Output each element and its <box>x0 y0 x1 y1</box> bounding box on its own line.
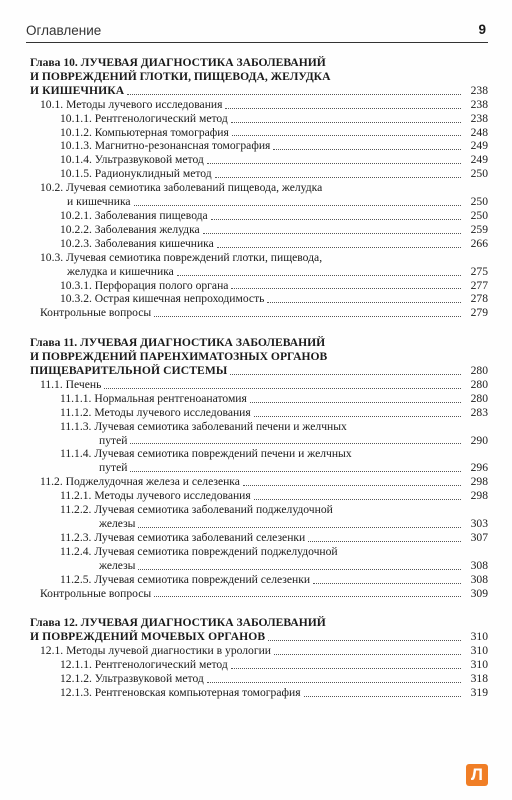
toc-entry[interactable] <box>30 489 488 503</box>
entry-label: 11.1. Печень <box>40 377 102 391</box>
entry-label-continued: железы <box>99 558 136 572</box>
leader-dots <box>313 583 461 584</box>
leader-dots <box>231 122 461 123</box>
leader-dots <box>154 596 461 597</box>
entry-label: 10.2. Лучевая семиотика заболеваний пищевода, желудка <box>40 181 323 195</box>
leader-dots <box>254 416 461 417</box>
chapter-title-line: И КИШЕЧНИКА <box>30 83 125 97</box>
toc-entry[interactable] <box>30 98 488 112</box>
toc-entry[interactable] <box>30 392 488 406</box>
entry-label: 11.1.4. Лучевая семиотика повреждений печени и желчных <box>60 447 352 461</box>
leader-dots <box>274 654 461 655</box>
leader-dots <box>304 696 461 697</box>
page-ref: 248 <box>470 125 488 139</box>
publisher-logo-icon <box>466 764 488 786</box>
chapter-title-line: И ПОВРЕЖДЕНИЙ ПАРЕНХИМАТОЗНЫХ ОРГАНОВ <box>30 350 328 364</box>
entry-label: 12.1. Методы лучевой диагностики в урологии <box>40 644 272 658</box>
toc-entry[interactable] <box>30 644 488 658</box>
toc-entry[interactable] <box>30 292 488 306</box>
entry-label-continued: железы <box>99 517 136 530</box>
toc-entry[interactable] <box>30 139 488 153</box>
leader-dots <box>254 499 461 500</box>
page-ref: 278 <box>470 292 488 306</box>
page-ref: 319 <box>470 685 488 699</box>
toc-entry[interactable] <box>30 306 488 320</box>
leader-dots <box>217 247 461 248</box>
page-ref: 296 <box>470 461 488 475</box>
page-number: 9 <box>478 22 486 37</box>
section-title: Оглавление <box>26 23 102 38</box>
page-ref: 298 <box>470 489 488 503</box>
page-ref: 308 <box>470 558 488 572</box>
page-ref: 283 <box>470 405 488 419</box>
page-ref: 280 <box>470 391 488 405</box>
entry-label: 10.3.2. Острая кишечная непроходимость <box>60 292 265 306</box>
entry-label: 10.2.1. Заболевания пищевода <box>60 208 208 222</box>
toc-entry[interactable] <box>30 167 488 181</box>
entry-label: 11.2. Поджелудочная железа и селезенка <box>40 475 240 489</box>
page-ref: 249 <box>470 153 488 167</box>
entry-label-continued: путей <box>99 433 128 447</box>
toc-entry[interactable] <box>30 251 488 279</box>
toc-entry[interactable] <box>30 279 488 293</box>
entry-label: 12.1.3. Рентгеновская компьютерная томография <box>60 685 301 699</box>
page-ref: 307 <box>470 530 488 544</box>
leader-dots <box>243 485 461 486</box>
toc-entry[interactable] <box>30 573 488 587</box>
leader-dots <box>231 288 461 289</box>
page-ref: 259 <box>470 222 488 236</box>
table-of-contents <box>30 56 488 700</box>
leader-dots <box>154 316 461 317</box>
leader-dots <box>232 135 461 136</box>
chapter-spacer <box>30 320 488 336</box>
entry-label: 12.1.2. Ультразвуковой метод <box>60 672 204 686</box>
leader-dots <box>104 388 461 389</box>
entry-label: 10.3. Лучевая семиотика повреждений глотки, пищевода, <box>40 250 323 264</box>
entry-label: 11.2.2. Лучевая семиотика заболеваний поджелудочной <box>60 503 333 517</box>
entry-label: 10.1.3. Магнитно-резонансная томография <box>60 139 271 153</box>
leader-dots <box>273 149 461 150</box>
entry-label: 11.1.2. Методы лучевого исследования <box>60 405 251 419</box>
toc-entry[interactable] <box>30 587 488 601</box>
page-ref: 298 <box>470 475 488 489</box>
toc-entry[interactable] <box>30 531 488 545</box>
page-ref: 250 <box>470 208 488 222</box>
toc-entry[interactable] <box>30 378 488 392</box>
leader-dots <box>203 233 461 234</box>
page-ref: 310 <box>470 630 488 644</box>
entry-label: 11.1.3. Лучевая семиотика заболеваний печени и желчных <box>60 419 347 433</box>
entry-label: 10.2.3. Заболевания кишечника <box>60 236 214 250</box>
page-ref: 279 <box>470 306 488 320</box>
toc-entry[interactable] <box>30 209 488 223</box>
toc-entry[interactable] <box>30 672 488 686</box>
leader-dots <box>134 205 461 206</box>
page-ref: 250 <box>470 195 488 209</box>
chapter-title-line: Глава 10. ЛУЧЕВАЯ ДИАГНОСТИКА ЗАБОЛЕВАНИЙ <box>30 56 326 69</box>
leader-dots <box>130 443 461 444</box>
entry-label: 10.2.2. Заболевания желудка <box>60 222 200 236</box>
logo-glyph: Л <box>471 765 483 784</box>
leader-dots <box>250 402 461 403</box>
leader-dots <box>207 682 461 683</box>
entry-label: 10.1.4. Ультразвуковой метод <box>60 153 204 167</box>
page-ref: 238 <box>470 83 488 97</box>
toc-entry[interactable] <box>30 545 488 573</box>
chapter-10-heading[interactable] <box>30 56 488 98</box>
page-ref: 308 <box>470 572 488 586</box>
entry-label-continued: и кишечника <box>67 195 131 209</box>
page-ref: 310 <box>470 644 488 658</box>
entry-label: 11.2.3. Лучевая семиотика заболеваний селезенки <box>60 530 306 544</box>
leader-dots <box>231 668 461 669</box>
chapter-title-line: И ПОВРЕЖДЕНИЙ МОЧЕВЫХ ОРГАНОВ <box>30 630 266 644</box>
leader-dots <box>207 163 461 164</box>
entry-label: Контрольные вопросы <box>40 306 152 320</box>
leader-dots <box>211 219 461 220</box>
page-ref: 238 <box>470 111 488 125</box>
leader-dots <box>130 471 461 472</box>
entry-label: 11.2.5. Лучевая семиотика повреждений селезенки <box>60 572 311 586</box>
toc-entry[interactable] <box>30 112 488 126</box>
toc-entry[interactable] <box>30 237 488 251</box>
entry-label: 11.2.4. Лучевая семиотика повреждений поджелудочной <box>60 544 338 558</box>
page-ref: 318 <box>470 672 488 686</box>
toc-entry[interactable] <box>30 420 488 448</box>
entry-label-continued: путей <box>99 461 128 475</box>
toc-entry[interactable] <box>30 181 488 209</box>
page-ref: 277 <box>470 278 488 292</box>
entry-label: 12.1.1. Рентгенологический метод <box>60 658 228 672</box>
page-ref: 280 <box>470 364 488 378</box>
running-header <box>26 22 488 43</box>
leader-dots <box>138 569 461 570</box>
toc-entry[interactable] <box>30 475 488 489</box>
page-ref: 249 <box>470 139 488 153</box>
leader-dots <box>267 302 461 303</box>
page-ref: 309 <box>470 586 488 600</box>
toc-entry[interactable] <box>30 447 488 475</box>
chapter-spacer <box>30 600 488 616</box>
entry-label: Контрольные вопросы <box>40 586 152 600</box>
toc-entry[interactable] <box>30 406 488 420</box>
page-ref: 266 <box>470 236 488 250</box>
page-ref: 303 <box>470 517 488 530</box>
page-ref: 310 <box>470 658 488 672</box>
chapter-title-line: ПИЩЕВАРИТЕЛЬНОЙ СИСТЕМЫ <box>30 364 228 378</box>
chapter-12-heading[interactable] <box>30 616 488 644</box>
toc-entry[interactable] <box>30 126 488 140</box>
entry-label: 10.1.2. Компьютерная томография <box>60 125 229 139</box>
page-ref: 290 <box>470 433 488 447</box>
entry-label: 11.2.1. Методы лучевого исследования <box>60 489 251 503</box>
toc-entry[interactable] <box>30 658 488 672</box>
page-ref: 280 <box>470 377 488 391</box>
leader-dots <box>230 374 461 375</box>
entry-label: 10.1.5. Радионуклидный метод <box>60 167 212 181</box>
page-ref: 250 <box>470 167 488 181</box>
toc-entry[interactable] <box>30 223 488 237</box>
toc-entry[interactable] <box>30 153 488 167</box>
leader-dots <box>225 108 461 109</box>
page-ref: 275 <box>470 264 488 278</box>
entry-label: 10.3.1. Перфорация полого органа <box>60 278 229 292</box>
entry-label: 11.1.1. Нормальная рентгеноанатомия <box>60 391 247 405</box>
chapter-11-heading[interactable] <box>30 336 488 378</box>
leader-dots <box>127 94 461 95</box>
page-ref: 238 <box>470 97 488 111</box>
leader-dots <box>308 541 461 542</box>
entry-label: 10.1.1. Рентгенологический метод <box>60 111 228 125</box>
entry-label: 10.1. Методы лучевого исследования <box>40 97 223 111</box>
chapter-title-line: И ПОВРЕЖДЕНИЙ ГЛОТКИ, ПИЩЕВОДА, ЖЕЛУДКА <box>30 69 331 83</box>
leader-dots <box>215 177 461 178</box>
chapter-title-line: Глава 11. ЛУЧЕВАЯ ДИАГНОСТИКА ЗАБОЛЕВАНИЙ <box>30 336 326 350</box>
leader-dots <box>177 275 461 276</box>
leader-dots <box>138 527 461 528</box>
entry-label-continued: желудка и кишечника <box>67 264 174 278</box>
toc-entry[interactable] <box>30 503 488 531</box>
chapter-title-line: Глава 12. ЛУЧЕВАЯ ДИАГНОСТИКА ЗАБОЛЕВАНИЙ <box>30 616 326 630</box>
leader-dots <box>268 640 461 641</box>
toc-entry[interactable] <box>30 686 488 700</box>
